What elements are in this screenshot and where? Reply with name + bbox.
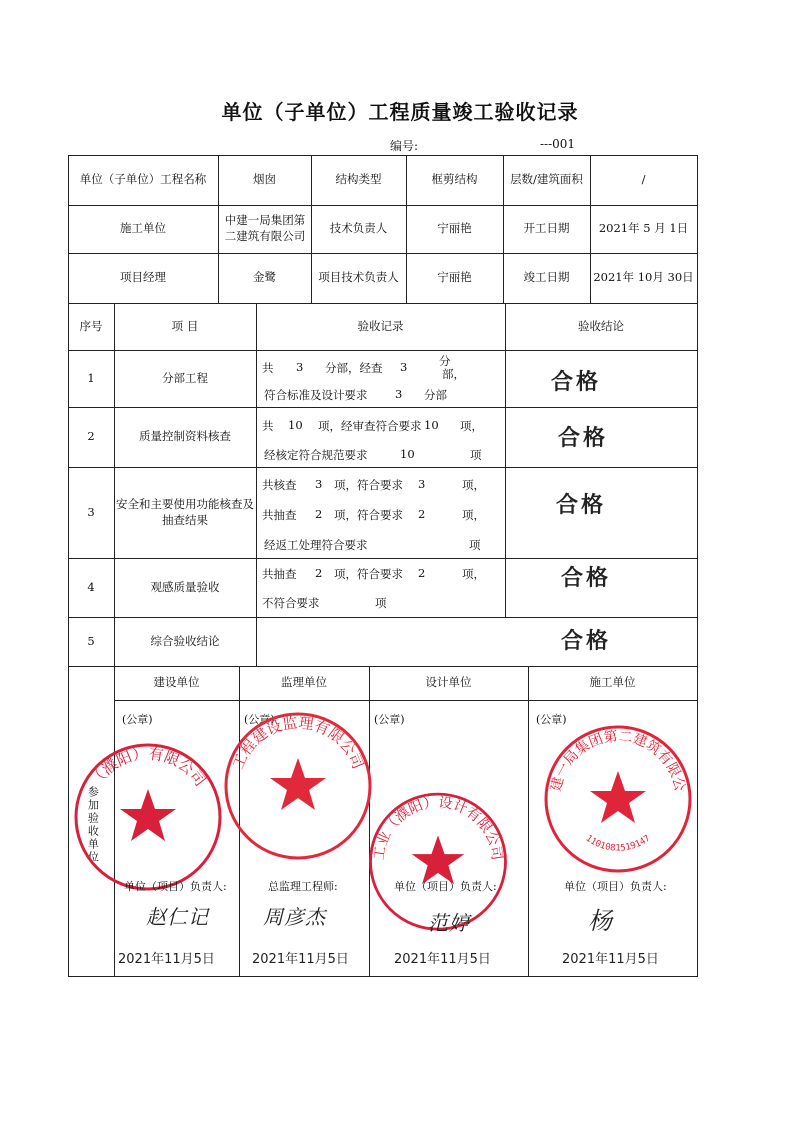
tech-lead-label: 技术负责人 — [329, 221, 388, 236]
row-3-r2e: 项， — [462, 508, 485, 522]
unit-4-stamp-code: 1101081519147 — [583, 833, 653, 854]
row-3-r1a: 共核查 — [262, 478, 297, 492]
row-2-r1b: 10 — [288, 418, 303, 432]
row-2-r2c: 项 — [470, 448, 482, 462]
document-title: 单位（子单位）工程质量竣工验收记录 — [221, 100, 579, 124]
row-3-r3a: 经返工处理符合要求 — [264, 538, 368, 552]
row-5-seq: 5 — [87, 633, 95, 648]
side-label: 参加验收单位 — [86, 786, 100, 864]
unit-2-stamp — [218, 700, 378, 860]
row-1-r1b: 3 — [296, 360, 304, 374]
unit-3-signer-label: 单位（项目）负责人: — [394, 880, 497, 893]
unit-4-stamp-code-wrap — [584, 834, 653, 854]
row-1-r1c: 分部，经查 — [325, 361, 383, 375]
unit-4-stamp-text-wrap — [531, 700, 688, 793]
unit-4-stamp-star-icon — [590, 771, 646, 823]
header-conclusion: 验收结论 — [578, 318, 624, 333]
unit-4-stamp — [531, 701, 698, 873]
row-3-r3b: 项 — [469, 538, 481, 552]
row-2-item: 质量控制资料核查 — [139, 429, 231, 444]
row-2-r1c: 项，经审查符合要求 — [318, 419, 422, 433]
row-3-r2b: 2 — [315, 507, 323, 521]
unit-4-signer-label: 单位（项目）负责人: — [564, 880, 667, 893]
row-1-r1f: 部， — [442, 367, 465, 381]
row-5-item: 综合验收结论 — [150, 633, 220, 648]
pm-label: 项目经理 — [120, 270, 166, 285]
row-3-r2c: 项，符合要求 — [334, 508, 403, 522]
row-1-seq: 1 — [87, 370, 95, 385]
tech-lead-value: 宁丽艳 — [437, 221, 472, 236]
row-3-seq: 3 — [87, 504, 95, 519]
unit-1-stamp-text-wrap — [87, 745, 210, 790]
unit-4-stamp-text: 中建一局集团第二建筑有限公司 — [531, 701, 688, 793]
row-4-r2a: 不符合要求 — [262, 596, 320, 610]
row-3-r1e: 项， — [462, 478, 485, 492]
row-2-r2a: 经核定符合规范要求 — [264, 448, 368, 462]
row-1-r1e: 分 — [439, 354, 451, 368]
row-1-conclusion: 合格 — [551, 370, 602, 395]
row-2-r2b: 10 — [400, 447, 415, 461]
contractor-label: 施工单位 — [120, 221, 166, 236]
row-4-r1c: 项，符合要求 — [334, 567, 403, 581]
start-date-value: 2021年 5 月 1日 — [598, 221, 689, 236]
row-2-r1e: 项， — [460, 419, 483, 433]
row-2-r1d: 10 — [424, 418, 439, 432]
unit-1-stamp-star-icon — [120, 789, 176, 841]
row-4-item: 观感质量验收 — [150, 579, 220, 594]
header-seq: 序号 — [79, 318, 103, 333]
row-3-r1c: 项，符合要求 — [334, 478, 403, 492]
floors-area-label: 层数/建筑面积 — [510, 172, 583, 187]
project-name-label: 单位（子单位）工程名称 — [79, 172, 207, 187]
floors-area-value: / — [641, 172, 646, 187]
row-3-r2a: 共抽查 — [262, 508, 297, 522]
unit-4-name: 施工单位 — [589, 675, 636, 690]
project-name-value: 烟囱 — [253, 172, 276, 187]
doc-number-label: 编号: — [390, 139, 419, 153]
completion-date-value: 2021年 10月 30日 — [593, 270, 694, 285]
row-1-r2a: 符合标准及设计要求 — [264, 388, 368, 402]
unit-3-date: 2021年11月5日 — [394, 952, 491, 967]
row-3-r2d: 2 — [418, 507, 426, 521]
unit-1-stamp-text: （濮阳）有限公司 — [86, 744, 210, 790]
row-1-r2b: 3 — [395, 387, 403, 401]
unit-1-signature: 赵仁记 — [146, 905, 209, 929]
unit-3-seal-label: (公章) — [374, 713, 405, 726]
row-2-r1a: 共 — [262, 419, 274, 433]
row-4-r1d: 2 — [418, 566, 426, 580]
unit-2-date: 2021年11月5日 — [252, 952, 349, 967]
row-2-seq: 2 — [87, 429, 95, 444]
row-1-r1d: 3 — [400, 360, 408, 374]
pm-value: 金鹭 — [253, 270, 276, 285]
unit-4-date: 2021年11月5日 — [562, 952, 659, 967]
unit-3-stamp-star-icon — [412, 835, 465, 884]
row-4-conclusion: 合格 — [561, 566, 612, 591]
unit-4-seal-label: (公章) — [536, 713, 567, 726]
unit-1-seal-label: (公章) — [122, 713, 153, 726]
unit-4-signature: 杨 — [588, 907, 615, 935]
row-4-seq: 4 — [87, 579, 95, 594]
header-record: 验收记录 — [357, 318, 404, 333]
unit-3-signature: 范婷 — [428, 911, 470, 935]
row-3-item: 安全和主要使用功能核查及抽查结果 — [116, 496, 254, 527]
unit-2-name: 监理单位 — [281, 675, 327, 690]
unit-2-seal-label: (公章) — [244, 713, 275, 726]
header-item: 项 目 — [171, 318, 199, 333]
doc-number-value: ---001 — [540, 137, 576, 151]
unit-1-name: 建设单位 — [153, 675, 200, 690]
structure-type-label: 结构类型 — [335, 172, 382, 187]
start-date-label: 开工日期 — [523, 221, 570, 236]
row-3-r1d: 3 — [418, 477, 426, 491]
row-1-item: 分部工程 — [162, 370, 208, 385]
unit-2-stamp-star-icon — [270, 758, 326, 810]
row-4-r2b: 项 — [375, 596, 387, 610]
row-1-r2c: 分部 — [424, 388, 447, 402]
row-5-conclusion: 合格 — [561, 629, 612, 654]
unit-3-stamp-text: 工业（濮阳）设计有限公司 — [371, 794, 505, 862]
unit-1-date: 2021年11月5日 — [118, 952, 215, 967]
row-2-conclusion: 合格 — [558, 426, 609, 451]
unit-1-signer-label: 单位（项目）负责人: — [124, 880, 227, 893]
project-tech-lead-label: 项目技术负责人 — [318, 270, 399, 285]
contractor-value: 中建一局集团第二建筑有限公司 — [224, 213, 306, 243]
row-3-conclusion: 合格 — [556, 493, 607, 518]
row-4-r1b: 2 — [315, 566, 323, 580]
acceptance-table — [68, 155, 698, 977]
unit-1-stamp — [68, 731, 228, 891]
row-4-r1a: 共抽查 — [262, 567, 297, 581]
row-1-r1a: 共 — [262, 361, 274, 375]
unit-2-stamp-text: 工程建设监理有限公司 — [228, 713, 368, 772]
unit-2-signature: 周彦杰 — [263, 905, 326, 929]
project-tech-lead-value: 宁丽艳 — [437, 270, 472, 285]
row-4-r1e: 项， — [462, 567, 485, 581]
structure-type-value: 框剪结构 — [431, 172, 478, 187]
row-3-r1b: 3 — [315, 477, 323, 491]
unit-2-signer-label: 总监理工程师: — [268, 880, 338, 893]
completion-date-label: 竣工日期 — [523, 270, 570, 285]
unit-3-name: 设计单位 — [425, 675, 472, 690]
